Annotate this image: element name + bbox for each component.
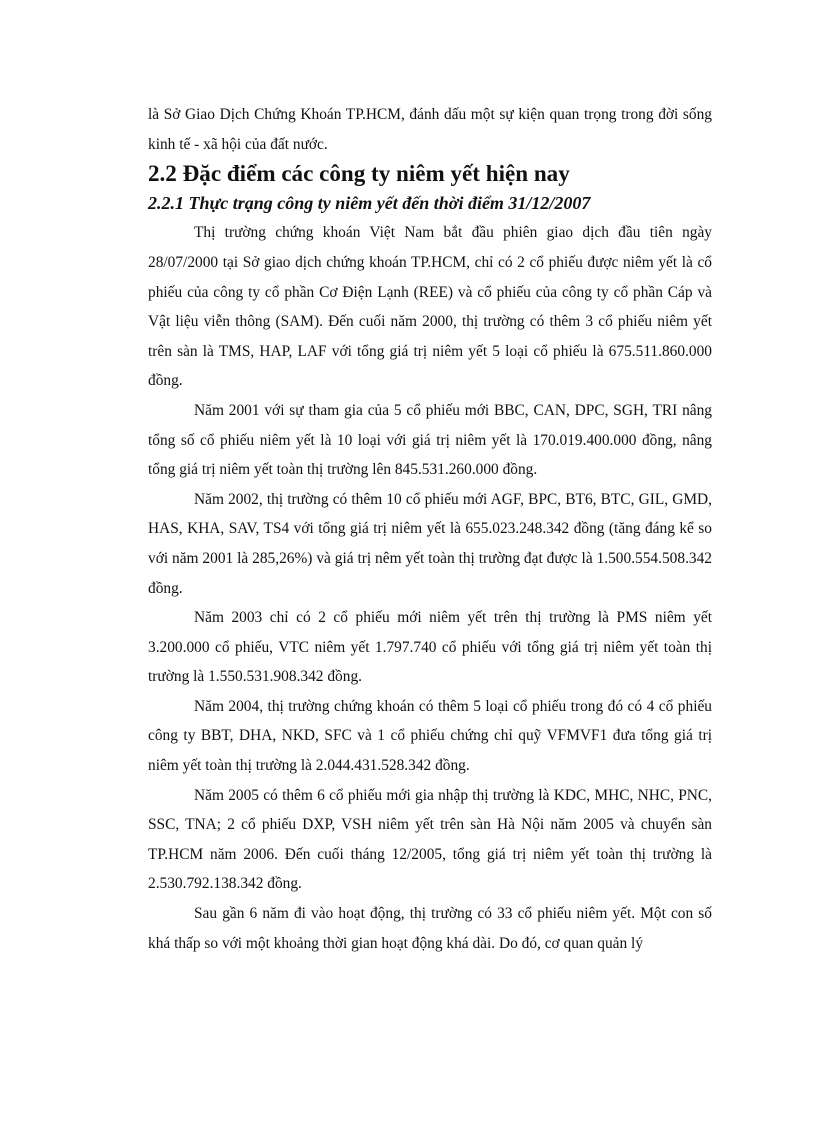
paragraph-year-2002: Năm 2002, thị trường có thêm 10 cổ phiếu mới AGF, BPC, BT6, BTC, GIL, GMD, HAS, KHA, SAV, TS4 với tổng giá trị niêm yết là 655.023.248.342 đồng (tăng đáng kể so với năm 2001 là 285,26%) và giá trị nêm yết toàn thị trường đạt được là 1.500.554.508.342 đồng. (148, 490, 712, 597)
paragraph-year-2005: Năm 2005 có thêm 6 cổ phiếu mới gia nhập thị trường là KDC, MHC, NHC, PNC, SSC, TNA; 2 cổ phiếu DXP, VSH niêm yết trên sàn Hà Nội năm 2005 và chuyển sàn TP.HCM năm 2006. Đến cuối tháng 12/2005, tổng giá trị niêm yết toàn thị trường là 2.530.792.138.342 đồng. (148, 786, 712, 893)
paragraph-six-years: Sau gần 6 năm đi vào hoạt động, thị trường có 33 cổ phiếu niêm yết. Một con số khá thấp so với một khoảng thời gian hoạt động khá dài. Do đó, cơ quan quản lý (148, 905, 712, 952)
paragraph-market-start: Thị trường chứng khoán Việt Nam bắt đầu phiên giao dịch đầu tiên ngày 28/07/2000 tại Sở giao dịch chứng khoán TP.HCM, chỉ có 2 cổ phiếu được niêm yết là cổ phiếu của công ty cổ phần Cơ Điện Lạnh (REE) và cổ phiếu của công ty cổ phần Cáp và Vật liệu viễn thông (SAM). Đến cuối năm 2000, thị trường có thêm 3 cổ phiếu niêm yết trên sàn là TMS, HAP, LAF với tổng giá trị niêm yết 5 loại cổ phiếu là 675.511.860.000 đồng. (148, 224, 712, 390)
paragraph-year-2001: Năm 2001 với sự tham gia của 5 cổ phiếu mới BBC, CAN, DPC, SGH, TRI nâng tổng số cổ phiếu niêm yết là 10 loại với giá trị niêm yết là 170.019.400.000 đồng, nâng tổng giá trị niêm yết toàn thị trường lên 845.531.260.000 đồng. (148, 401, 712, 479)
intro-paragraph: là Sở Giao Dịch Chứng Khoán TP.HCM, đánh dấu một sự kiện quan trọng trong đời sống kinh tế - xã hội của đất nước. (148, 106, 712, 153)
paragraph-year-2003: Năm 2003 chỉ có 2 cổ phiếu mới niêm yết trên thị trường là PMS niêm yết 3.200.000 cổ phiếu, VTC niêm yết 1.797.740 cổ phiếu với tổng giá trị niêm yết toàn thị trường là 1.550.531.908.342 đồng. (148, 609, 712, 686)
section-heading: 2.2 Đặc điểm các công ty niêm yết hiện nay (148, 160, 570, 187)
paragraph-year-2004: Năm 2004, thị trường chứng khoán có thêm 5 loại cổ phiếu trong đó có 4 cổ phiếu công ty BBT, DHA, NKD, SFC và 1 cổ phiếu chứng chỉ quỹ VFMVF1 đưa tổng giá trị niêm yết toàn thị trường là 2.044.431.528.342 đồng. (148, 697, 712, 775)
document-page (148, 100, 712, 958)
subsection-heading: 2.2.1 Thực trạng công ty niêm yết đến thời điểm 31/12/2007 (148, 192, 591, 213)
